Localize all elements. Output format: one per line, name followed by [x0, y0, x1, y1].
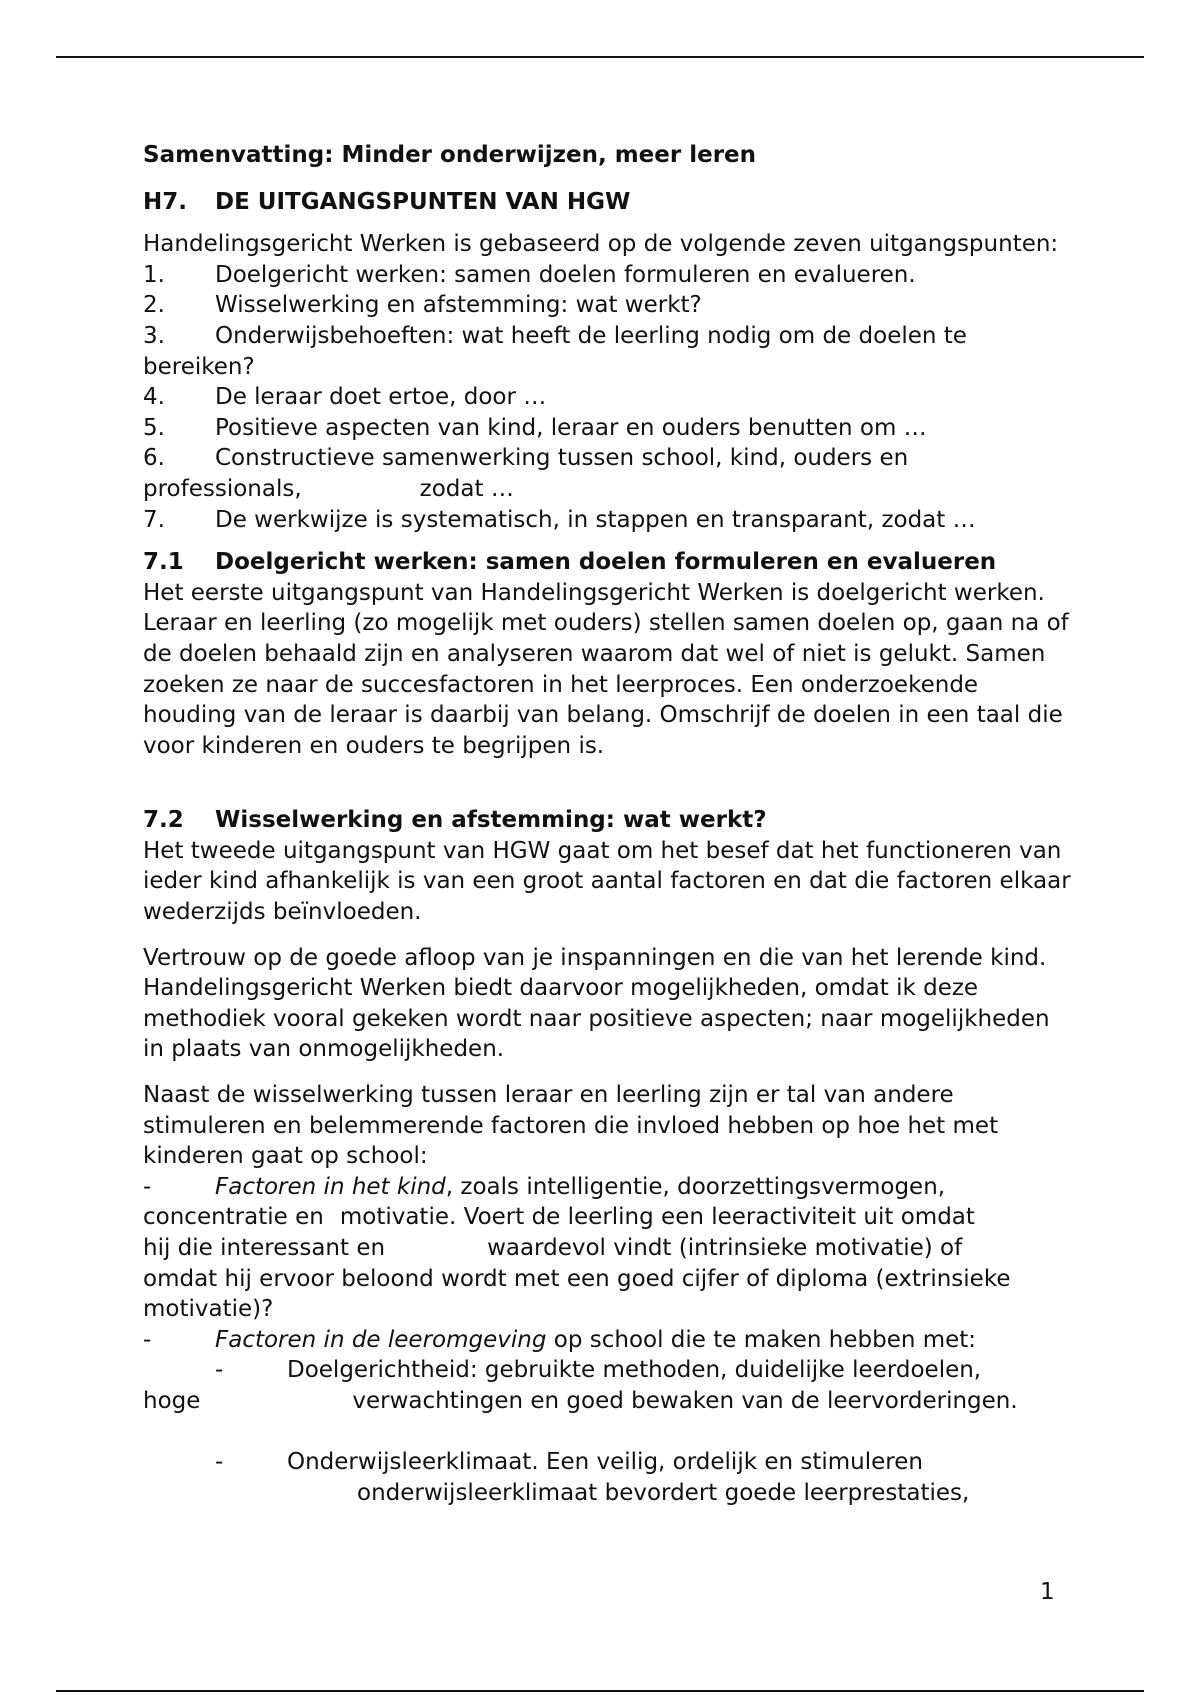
list-text: Wisselwerking en afstemming: wat werkt?: [215, 292, 702, 319]
list-item: [143, 505, 1073, 536]
section-7-2-paragraph-3: Naast de wisselwerking tussen leraar en leerling zijn er tal van andere stimuleren en belemmerende factoren die invloed hebben op hoe het met kinderen gaat op school:: [143, 1082, 999, 1170]
bullet-continuation: [143, 1264, 1073, 1325]
chapter-title: DE UITGANGSPUNTEN VAN HGW: [215, 188, 631, 215]
list-item: [143, 290, 1073, 321]
bullet-dash: -: [215, 1357, 224, 1384]
list-item: [143, 443, 1073, 474]
list-number: 5.: [143, 414, 165, 441]
bullet-text: hij die interessant en: [143, 1235, 386, 1261]
list-text: De leraar doet ertoe, door …: [215, 384, 547, 411]
chapter-heading: [143, 187, 1073, 218]
list-number: 4.: [143, 384, 165, 411]
section-title: Doelgericht werken: samen doelen formuleren en evalueren: [215, 549, 997, 576]
section-number: 7.2: [143, 807, 184, 834]
list-item: [143, 321, 1073, 352]
list-text: Positieve aspecten van kind, leraar en ouders benutten om …: [215, 414, 927, 441]
factor-list: [143, 1172, 1073, 1509]
list-text: zodat …: [419, 475, 514, 502]
bullet-continuation: [143, 1202, 1073, 1233]
section-7-2-paragraph-2: Vertrouw op de goede afloop van je inspanningen en die van het lerende kind. Handelingsgericht Werken biedt daarvoor mogelijkheden, omdat ik deze methodiek vooral gekeken wordt naar positieve aspecten; naar mogelijkheden in plaats van onmogelijkheden.: [143, 944, 1050, 1063]
list-text: professionals,: [143, 475, 302, 502]
list-item-continuation: [143, 352, 1073, 383]
sub-bullet-item: [143, 1355, 1073, 1386]
section-7-1-body: Het eerste uitgangspunt van Handelingsgericht Werken is doelgericht werken. Leraar en leerling (zo mogelijk met ouders) stellen samen doelen op, gaan na of de doelen behaald zijn en analyseren waarom dat wel of niet is gelukt. Samen zoeken ze naar de succesfactoren in het leerproces. Een onderzoekende houding van de leraar is daarbij van belang. Omschrijf de doelen in een taal die voor kinderen en ouders te begrijpen is.: [143, 579, 1069, 759]
bullet-text: Doelgerichtheid: gebruikte methoden, duidelijke leerdoelen,: [287, 1357, 982, 1384]
bullet-text: motivatie. Voert de leerling een leeractiviteit uit omdat: [339, 1204, 975, 1231]
sub-bullet-continuation: [143, 1478, 1073, 1509]
bullet-item: [143, 1325, 1073, 1356]
bullet-text: , zoals intelligentie, doorzettingsvermogen,: [445, 1173, 946, 1200]
section-7-2-paragraph-1: Het tweede uitgangspunt van HGW gaat om het besef dat het functioneren van ieder kind afhankelijk is van een groot aantal factoren en dat die factoren elkaar wederzijds beïnvloeden.: [143, 837, 1071, 926]
list-number: 6.: [143, 445, 165, 472]
chapter-number: H7.: [143, 188, 187, 215]
header-rule: [56, 56, 1144, 58]
list-item: [143, 382, 1073, 413]
list-text: Doelgericht werken: samen doelen formuleren en evalueren.: [215, 261, 916, 288]
document-body: [143, 140, 1073, 1508]
document-title: Samenvatting: Minder onderwijzen, meer leren: [143, 142, 757, 168]
list-text: De werkwijze is systematisch, in stappen en transparant, zodat …: [215, 506, 976, 533]
bullet-text: omdat hij ervoor beloond wordt met een goed cijfer of diploma (extrinsieke motivatie)?: [143, 1265, 1011, 1323]
sub-bullet-item: [143, 1447, 1073, 1478]
intro-paragraph: Handelingsgericht Werken is gebaseerd op de volgende zeven uitgangspunten:: [143, 231, 1059, 258]
sub-bullet-continuation: [143, 1386, 1073, 1417]
section-title: Wisselwerking en afstemming: wat werkt?: [215, 807, 767, 834]
bullet-text: verwachtingen en goed bewaken van de leervorderingen.: [352, 1387, 1018, 1414]
bullet-text: concentratie en: [143, 1204, 324, 1231]
list-text: Onderwijsbehoeften: wat heeft de leerling nodig om de doelen te: [215, 322, 967, 349]
bullet-item: [143, 1172, 1073, 1203]
principles-list: [143, 260, 1073, 535]
list-text: Constructieve samenwerking tussen school, kind, ouders en: [215, 445, 909, 472]
section-heading-7-1: [143, 547, 1073, 578]
list-item: [143, 413, 1073, 444]
bullet-dash: -: [215, 1449, 224, 1476]
bullet-dash: -: [143, 1173, 152, 1200]
bullet-text: Onderwijsleerklimaat. Een veilig, ordelijk en stimuleren: [287, 1449, 923, 1476]
section-number: 7.1: [143, 549, 184, 576]
footer-rule: [56, 1690, 1144, 1692]
bullet-dash: -: [143, 1326, 152, 1353]
list-number: 1.: [143, 261, 165, 288]
emphasis-text: Factoren in de leeromgeving: [215, 1326, 547, 1353]
bullet-text: hoge: [143, 1387, 201, 1414]
emphasis-text: Factoren in het kind: [215, 1173, 446, 1200]
page-number: 1: [1040, 1579, 1055, 1605]
list-text: bereiken?: [143, 353, 255, 380]
list-item: [143, 260, 1073, 291]
bullet-continuation: [143, 1233, 1073, 1264]
list-number: 7.: [143, 506, 165, 533]
list-number: 2.: [143, 292, 165, 319]
bullet-text: op school die te maken hebben met:: [546, 1326, 977, 1353]
list-item-continuation: [143, 474, 1073, 505]
bullet-text: waardevol vindt (intrinsieke motivatie) of: [487, 1235, 963, 1261]
list-number: 3.: [143, 322, 165, 349]
bullet-text: onderwijsleerklimaat bevordert goede leerprestaties,: [357, 1479, 970, 1506]
section-heading-7-2: [143, 805, 1073, 836]
